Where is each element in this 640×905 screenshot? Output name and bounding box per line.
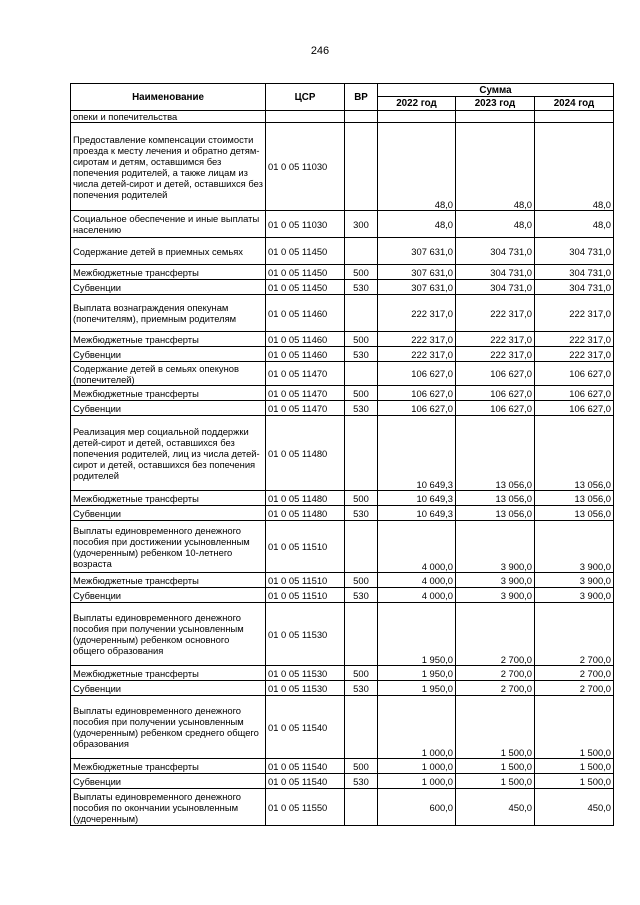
row-vr-cell — [345, 789, 378, 826]
row-value-2023: 3 900,0 — [456, 521, 535, 573]
row-value-2023: 1 500,0 — [456, 696, 535, 759]
row-name-cell: Субвенции — [71, 280, 266, 295]
row-name-cell: Содержание детей в приемных семьях — [71, 238, 266, 265]
row-value-2023: 304 731,0 — [456, 265, 535, 280]
row-value-2024: 222 317,0 — [535, 332, 614, 347]
row-csr-cell: 01 0 05 11540 — [266, 774, 345, 789]
row-value-2022: 10 649,3 — [378, 506, 456, 521]
row-value-2022: 1 000,0 — [378, 759, 456, 774]
row-name-cell: Межбюджетные трансферты — [71, 491, 266, 506]
row-value-2024: 1 500,0 — [535, 774, 614, 789]
row-csr-cell: 01 0 05 11540 — [266, 759, 345, 774]
row-value-2023: 222 317,0 — [456, 332, 535, 347]
row-value-2023 — [456, 111, 535, 123]
table-row — [71, 759, 614, 774]
row-csr-cell: 01 0 05 11450 — [266, 265, 345, 280]
row-csr-cell: 01 0 05 11470 — [266, 401, 345, 416]
row-value-2023: 13 056,0 — [456, 491, 535, 506]
row-vr-cell — [345, 123, 378, 211]
table-row — [71, 280, 614, 295]
row-value-2023: 450,0 — [456, 789, 535, 826]
row-vr-cell: 530 — [345, 506, 378, 521]
table-row — [71, 696, 614, 759]
row-vr-cell: 500 — [345, 386, 378, 401]
row-name-cell: Субвенции — [71, 681, 266, 696]
row-csr-cell: 01 0 05 11530 — [266, 603, 345, 666]
row-csr-cell: 01 0 05 11030 — [266, 123, 345, 211]
row-value-2022: 4 000,0 — [378, 588, 456, 603]
row-value-2023: 48,0 — [456, 211, 535, 238]
row-value-2023: 304 731,0 — [456, 280, 535, 295]
row-name-cell: Выплаты единовременного денежного пособия при получении усыновленным (удочеренным) ребенком среднего общего образования — [71, 696, 266, 759]
row-name-cell: опеки и попечительства — [71, 111, 266, 123]
table-row — [71, 681, 614, 696]
row-vr-cell — [345, 696, 378, 759]
row-csr-cell: 01 0 05 11510 — [266, 588, 345, 603]
row-csr-cell: 01 0 05 11480 — [266, 416, 345, 491]
table-row — [71, 506, 614, 521]
row-value-2023: 222 317,0 — [456, 347, 535, 362]
table-row — [71, 347, 614, 362]
table-row — [71, 573, 614, 588]
row-csr-cell: 01 0 05 11550 — [266, 789, 345, 826]
row-value-2022: 1 950,0 — [378, 681, 456, 696]
row-value-2022: 1 950,0 — [378, 666, 456, 681]
row-value-2023: 2 700,0 — [456, 666, 535, 681]
row-value-2024: 304 731,0 — [535, 280, 614, 295]
row-name-cell: Межбюджетные трансферты — [71, 759, 266, 774]
table-row — [71, 789, 614, 826]
row-value-2023: 2 700,0 — [456, 681, 535, 696]
row-vr-cell — [345, 111, 378, 123]
row-name-cell: Субвенции — [71, 401, 266, 416]
row-vr-cell — [345, 603, 378, 666]
header-vr: ВР — [345, 84, 378, 111]
row-vr-cell — [345, 295, 378, 332]
table-row — [71, 666, 614, 681]
row-value-2023: 304 731,0 — [456, 238, 535, 265]
row-value-2023: 3 900,0 — [456, 588, 535, 603]
row-csr-cell: 01 0 05 11450 — [266, 238, 345, 265]
row-csr-cell — [266, 111, 345, 123]
row-value-2024: 13 056,0 — [535, 416, 614, 491]
row-value-2022: 48,0 — [378, 211, 456, 238]
row-value-2023: 222 317,0 — [456, 295, 535, 332]
row-name-cell: Выплаты единовременного денежного пособия по окончании усыновленным (удочеренным) — [71, 789, 266, 826]
row-value-2022: 48,0 — [378, 123, 456, 211]
row-value-2024: 450,0 — [535, 789, 614, 826]
row-value-2024: 222 317,0 — [535, 347, 614, 362]
row-value-2024: 1 500,0 — [535, 759, 614, 774]
table-row — [71, 588, 614, 603]
row-vr-cell: 530 — [345, 681, 378, 696]
row-value-2022: 222 317,0 — [378, 347, 456, 362]
row-value-2023: 13 056,0 — [456, 416, 535, 491]
table-row — [71, 211, 614, 238]
table-row — [71, 332, 614, 347]
row-value-2023: 2 700,0 — [456, 603, 535, 666]
row-name-cell: Субвенции — [71, 506, 266, 521]
row-name-cell: Содержание детей в семьях опекунов (попечителей) — [71, 362, 266, 386]
row-value-2022: 1 000,0 — [378, 696, 456, 759]
row-value-2023: 13 056,0 — [456, 506, 535, 521]
row-value-2023: 106 627,0 — [456, 401, 535, 416]
row-vr-cell: 530 — [345, 401, 378, 416]
row-value-2022: 222 317,0 — [378, 295, 456, 332]
table-row — [71, 362, 614, 386]
row-vr-cell — [345, 238, 378, 265]
table-row — [71, 238, 614, 265]
row-csr-cell: 01 0 05 11030 — [266, 211, 345, 238]
header-year-2022: 2022 год — [378, 97, 456, 111]
row-vr-cell: 500 — [345, 666, 378, 681]
row-vr-cell: 530 — [345, 347, 378, 362]
row-csr-cell: 01 0 05 11470 — [266, 386, 345, 401]
row-value-2023: 106 627,0 — [456, 386, 535, 401]
row-value-2022: 10 649,3 — [378, 416, 456, 491]
row-csr-cell: 01 0 05 11480 — [266, 506, 345, 521]
row-name-cell: Субвенции — [71, 588, 266, 603]
table-row — [71, 603, 614, 666]
row-value-2024: 13 056,0 — [535, 506, 614, 521]
row-value-2024: 3 900,0 — [535, 521, 614, 573]
row-csr-cell: 01 0 05 11460 — [266, 347, 345, 362]
budget-table — [70, 83, 614, 826]
row-name-cell: Предоставление компенсации стоимости проезда к месту лечения и обратно детям-сиротам и детям, оставшимся без попечения родителей, а также лицам из числа детей-сирот и детей, оставшихся без попечения родителей — [71, 123, 266, 211]
row-value-2024: 13 056,0 — [535, 491, 614, 506]
row-value-2022: 600,0 — [378, 789, 456, 826]
table-row — [71, 265, 614, 280]
row-name-cell: Выплата вознаграждения опекунам (попечителям), приемным родителям — [71, 295, 266, 332]
header-csr: ЦСР — [266, 84, 345, 111]
row-name-cell: Выплаты единовременного денежного пособия при достижении усыновленным (удочеренным) ребенком 10-летнего возраста — [71, 521, 266, 573]
row-value-2024: 2 700,0 — [535, 603, 614, 666]
row-csr-cell: 01 0 05 11510 — [266, 521, 345, 573]
row-value-2024: 3 900,0 — [535, 573, 614, 588]
row-vr-cell — [345, 416, 378, 491]
row-name-cell: Субвенции — [71, 774, 266, 789]
row-vr-cell: 500 — [345, 265, 378, 280]
table-row — [71, 774, 614, 789]
header-name: Наименование — [71, 84, 266, 111]
row-value-2022: 10 649,3 — [378, 491, 456, 506]
header-sum: Сумма — [378, 84, 614, 97]
row-csr-cell: 01 0 05 11450 — [266, 280, 345, 295]
row-value-2024: 1 500,0 — [535, 696, 614, 759]
row-value-2023: 1 500,0 — [456, 774, 535, 789]
row-value-2022: 106 627,0 — [378, 401, 456, 416]
table-row — [71, 386, 614, 401]
page-number: 246 — [310, 45, 330, 57]
row-csr-cell: 01 0 05 11510 — [266, 573, 345, 588]
row-name-cell: Социальное обеспечение и иные выплаты населению — [71, 211, 266, 238]
row-name-cell: Межбюджетные трансферты — [71, 573, 266, 588]
row-value-2023: 3 900,0 — [456, 573, 535, 588]
row-name-cell: Межбюджетные трансферты — [71, 666, 266, 681]
row-name-cell: Субвенции — [71, 347, 266, 362]
row-csr-cell: 01 0 05 11460 — [266, 332, 345, 347]
table-row — [71, 491, 614, 506]
row-vr-cell: 530 — [345, 588, 378, 603]
row-name-cell: Межбюджетные трансферты — [71, 332, 266, 347]
row-value-2022: 106 627,0 — [378, 362, 456, 386]
table-header — [71, 84, 614, 111]
row-value-2024: 222 317,0 — [535, 295, 614, 332]
row-value-2022: 1 000,0 — [378, 774, 456, 789]
table-row — [71, 123, 614, 211]
row-value-2023: 106 627,0 — [456, 362, 535, 386]
row-vr-cell: 530 — [345, 774, 378, 789]
table-row — [71, 416, 614, 491]
header-year-2024: 2024 год — [535, 97, 614, 111]
row-value-2024: 106 627,0 — [535, 362, 614, 386]
row-value-2022: 1 950,0 — [378, 603, 456, 666]
row-vr-cell: 500 — [345, 759, 378, 774]
row-csr-cell: 01 0 05 11460 — [266, 295, 345, 332]
table-body — [71, 111, 614, 826]
table-row — [71, 111, 614, 123]
row-csr-cell: 01 0 05 11540 — [266, 696, 345, 759]
row-value-2024: 2 700,0 — [535, 681, 614, 696]
row-vr-cell: 500 — [345, 491, 378, 506]
row-value-2022: 307 631,0 — [378, 265, 456, 280]
row-csr-cell: 01 0 05 11530 — [266, 681, 345, 696]
table-row — [71, 521, 614, 573]
row-value-2022: 307 631,0 — [378, 238, 456, 265]
table-row — [71, 295, 614, 332]
row-name-cell: Реализация мер социальной поддержки детей-сирот и детей, оставшихся без попечения родителей, лиц из числа детей-сирот и детей, оставшихся без попечения родителей — [71, 416, 266, 491]
row-value-2024: 2 700,0 — [535, 666, 614, 681]
row-value-2024: 106 627,0 — [535, 401, 614, 416]
row-value-2022: 4 000,0 — [378, 521, 456, 573]
row-name-cell: Выплаты единовременного денежного пособия при получении усыновленным (удочеренным) ребенком основного общего образования — [71, 603, 266, 666]
row-value-2024: 48,0 — [535, 211, 614, 238]
row-value-2023: 48,0 — [456, 123, 535, 211]
row-vr-cell — [345, 521, 378, 573]
row-name-cell: Межбюджетные трансферты — [71, 265, 266, 280]
row-name-cell: Межбюджетные трансферты — [71, 386, 266, 401]
row-value-2022: 307 631,0 — [378, 280, 456, 295]
row-value-2024 — [535, 111, 614, 123]
row-vr-cell: 500 — [345, 573, 378, 588]
table-row — [71, 401, 614, 416]
row-value-2024: 304 731,0 — [535, 265, 614, 280]
row-value-2024: 48,0 — [535, 123, 614, 211]
row-csr-cell: 01 0 05 11470 — [266, 362, 345, 386]
row-value-2024: 106 627,0 — [535, 386, 614, 401]
row-csr-cell: 01 0 05 11530 — [266, 666, 345, 681]
header-year-2023: 2023 год — [456, 97, 535, 111]
row-value-2022: 4 000,0 — [378, 573, 456, 588]
row-value-2022: 222 317,0 — [378, 332, 456, 347]
row-value-2022: 106 627,0 — [378, 386, 456, 401]
row-value-2024: 304 731,0 — [535, 238, 614, 265]
row-vr-cell: 500 — [345, 332, 378, 347]
row-value-2022 — [378, 111, 456, 123]
row-value-2023: 1 500,0 — [456, 759, 535, 774]
row-vr-cell: 530 — [345, 280, 378, 295]
row-vr-cell — [345, 362, 378, 386]
row-csr-cell: 01 0 05 11480 — [266, 491, 345, 506]
row-vr-cell: 300 — [345, 211, 378, 238]
row-value-2024: 3 900,0 — [535, 588, 614, 603]
